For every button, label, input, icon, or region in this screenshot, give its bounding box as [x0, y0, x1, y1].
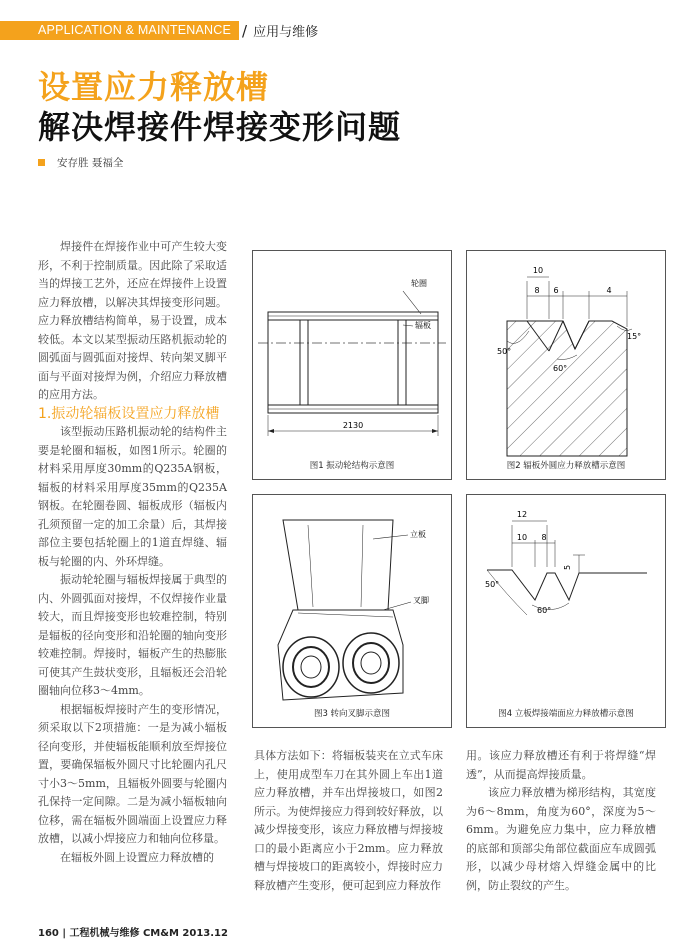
dim-10: 10 [532, 266, 544, 275]
dim-6: 6 [553, 286, 559, 295]
header-cn: 应用与维修 [253, 25, 319, 40]
paragraph: 该型振动压路机振动轮的结构件主要是轮圈和辐板，如图1所示。轮圈的材料采用厚度30mm的Q235A钢板，辐板的材料采用厚度35mm的Q235A钢板。在轮圈卷圆、辐板成形（辐板内孔须预留一定的加工余量）后，其焊接部位主要包括轮圈上的1道直焊缝、辐板与轮圈的内、外环焊缝。 [38, 425, 227, 568]
angle-60: 60° [553, 364, 568, 373]
dim-8: 8 [534, 286, 540, 295]
wheel-structure-drawing [253, 251, 451, 479]
column-2 [254, 747, 443, 895]
paragraph: 根据辐板焊接时产生的变形情况，须采取以下2项措施：一是为减小辐板径向变形，并使辐板能顺利放至焊接位置，要确保辐板外圆尺寸比轮圈内孔尺寸小3～5mm，且辐板外圆要与轮圈内孔保持一定间隙。二是为减小辐板轴向位移，需在辐板外圆端面上设置应力释放槽，以减小焊接应力和轴向位移量。 [38, 702, 227, 845]
square-bullet-icon [38, 159, 45, 166]
label-fork: 叉脚 [413, 596, 429, 605]
steering-fork-drawing [253, 495, 451, 727]
stress-relief-groove-drawing [467, 251, 665, 479]
paragraph: 在辐板外圆上设置应力释放槽的 [60, 850, 214, 864]
column-3 [466, 747, 656, 895]
figure-1 [252, 250, 452, 480]
paragraph: 该应力释放槽为梯形结构，其宽度为6～8mm，角度为60°，深度为5～6mm。为避免应力集中，应力释放槽的底部和顶部尖角部位截面应车成圆弧形，以减少母材熔入焊缝金属中的比例，防止裂纹的产生。 [466, 786, 656, 892]
plate-end-groove-drawing [467, 495, 665, 727]
angle-60: 60° [537, 606, 552, 615]
header-en: APPLICATION & MAINTENANCE [0, 21, 239, 40]
section-header [0, 21, 318, 40]
author-names: 安存胜 聂福全 [57, 157, 124, 169]
dim-4: 4 [606, 286, 612, 295]
figure-2-caption: 图2 辐板外圆应力释放槽示意图 [506, 461, 626, 471]
figure-1-caption: 图1 振动轮结构示意图 [309, 461, 395, 471]
figure-3-caption: 图3 转向叉脚示意图 [313, 709, 391, 719]
section-heading: 1.振动轮辐板设置应力释放槽 [38, 405, 220, 422]
label-ring: 轮圈 [411, 279, 427, 288]
paragraph: 具体方法如下：将辐板装夹在立式车床上，使用成型车刀在其外圆上车出1道应力释放槽，并车出焊接坡口，如图2所示。为使焊接应力得到较好释放，以减少焊接变形，该应力释放槽与焊接坡口的最小距离应小于2mm。应力释放槽与焊接坡口的距离较小，焊接时应力释放槽产生变形，便可起到应力释放作 [254, 749, 443, 892]
dim-8: 8 [541, 533, 547, 542]
figure-4 [466, 494, 666, 728]
figure-4-caption: 图4 立板焊接端面应力释放槽示意图 [498, 709, 634, 719]
figure-3 [252, 494, 452, 728]
intro-paragraph: 焊接件在焊接作业中可产生较大变形，不利于控制质量。因此除了采取适当的焊接工艺外，还应在焊接件上设置应力释放槽，以解决其焊接变形问题。应力释放槽结构简单，易于设置，成本较低。本文以某型振动压路机振动轮的圆弧面与圆弧面对接焊、转向架叉脚平面与平面对接焊为例，介绍应力释放槽的应用方法。 [38, 240, 227, 401]
header-slash: / [242, 21, 248, 40]
dim-12: 12 [516, 510, 528, 519]
authors [38, 155, 123, 170]
dim-length: 2130 [342, 421, 364, 430]
figure-2 [466, 250, 666, 480]
label-plate: 辐板 [415, 321, 431, 330]
paragraph: 振动轮轮圈与辐板焊接属于典型的内、外圆弧面对接焊，不仅焊接作业量较大，而且焊接变形也较难控制，特别是辐板的径向变形和沿轮圈的轴向变形较难控制。焊接时，辐板产生的热膨胀可使其产生鼓状变形，且辐板还会沿轮圈轴向位移3～4mm。 [38, 573, 227, 697]
label-vertical-plate: 立板 [410, 530, 426, 539]
title-line2: 解决焊接件焊接变形问题 [38, 108, 402, 146]
page-footer: 160 | 工程机械与维修 CM&M 2013.12 [38, 928, 228, 939]
angle-50: 50° [485, 580, 500, 589]
column-1 [38, 238, 227, 867]
dim-5: 5 [563, 564, 572, 570]
dim-10: 10 [516, 533, 528, 542]
title-line1: 设置应力释放槽 [38, 68, 270, 106]
angle-50: 50° [497, 347, 512, 356]
paragraph: 用。该应力释放槽还有利于将焊缝“焊透”，从而提高焊接质量。 [466, 749, 656, 781]
angle-15: 15° [627, 332, 642, 341]
